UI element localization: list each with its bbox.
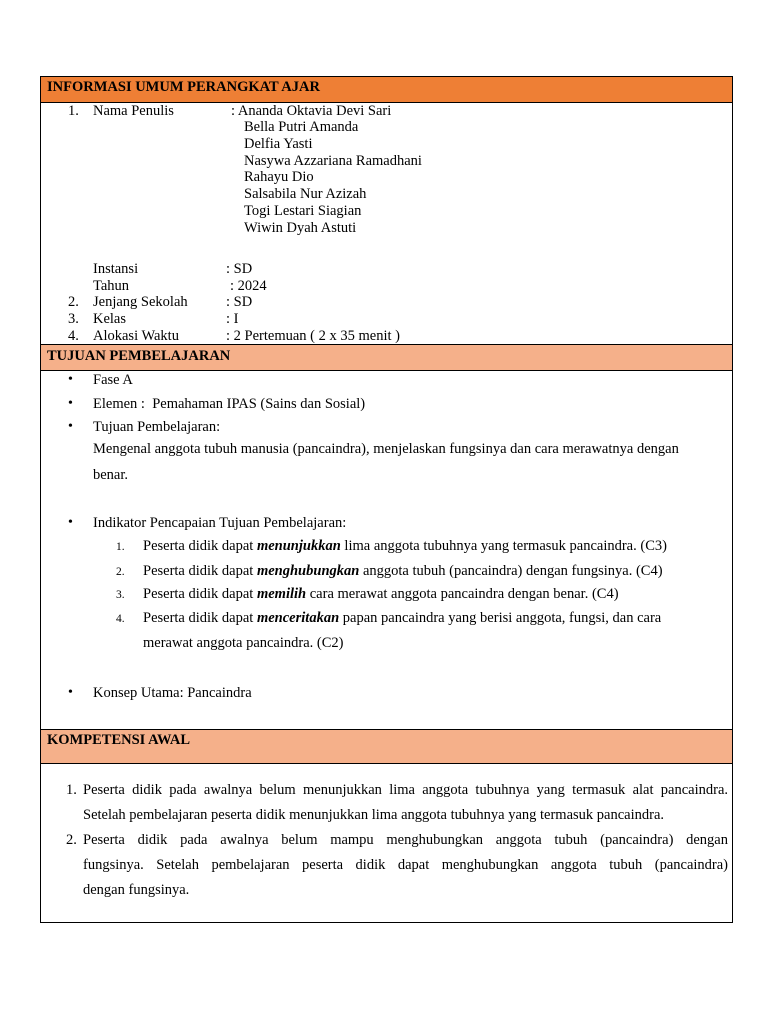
kompetensi-number: 2.: [66, 832, 77, 848]
tujuan-label: Tujuan Pembelajaran:: [93, 419, 221, 435]
tahun-label: Tahun: [93, 278, 130, 294]
section-header-tujuan: [41, 344, 732, 371]
indikator-item-cont: merawat anggota pancaindra. (C2): [143, 635, 344, 651]
indikator-verb: menghubungkan: [256, 563, 360, 579]
kelas-value: : I: [226, 311, 239, 327]
section-header-informasi-umum: [41, 77, 732, 103]
kompetensi-line: Peserta didik pada awalnya belum menunjukkan lima anggota tubuhnya yang termasuk alat pancaindra.: [83, 782, 728, 798]
jenjang-label: Jenjang Sekolah: [93, 294, 188, 310]
bullet: •: [68, 372, 73, 387]
indikator-number: 3.: [116, 589, 125, 601]
kelas-label: Kelas: [93, 311, 127, 327]
bullet: •: [68, 419, 73, 434]
nama-penulis-value: : Ananda Oktavia Devi Sari: [231, 103, 392, 119]
bullet: •: [68, 515, 73, 530]
section-title: KOMPETENSI AWAL: [47, 732, 191, 748]
indikator-number: 1.: [116, 541, 125, 553]
indikator-item: Peserta didik dapat menceritakan papan pancaindra yang berisi anggota, fungsi, dan cara: [143, 610, 662, 626]
instansi-value: : SD: [226, 261, 253, 277]
item-number: 1.: [68, 103, 79, 119]
indikator-item: Peserta didik dapat memilih cara merawat anggota pancaindra dengan benar. (C4): [143, 586, 619, 602]
item-number: 3.: [68, 311, 79, 327]
indikator-verb: menceritakan: [256, 610, 340, 626]
indikator-item: Peserta didik dapat menunjukkan lima anggota tubuhnya yang termasuk pancaindra. (C3): [143, 538, 667, 554]
fase-text: Fase A: [93, 372, 133, 388]
kompetensi-line: Setelah pembelajaran peserta didik menunjukkan lima anggota tubuhnya yang termasuk pancaindra.: [83, 807, 665, 823]
nama-penulis-label: Nama Penulis: [93, 103, 174, 119]
author-name: Rahayu Dio: [244, 169, 314, 185]
tujuan-text: Mengenal anggota tubuh manusia (pancaindra), menjelaskan fungsinya dan cara merawatnya dengan: [93, 441, 679, 457]
kompetensi-line: fungsinya. Setelah pembelajaran peserta didik dapat menghubungkan anggota tubuh (pancaindra): [83, 857, 728, 873]
section-header-kompetensi: [41, 729, 732, 764]
author-name: Delfia Yasti: [244, 136, 313, 152]
author-name: Wiwin Dyah Astuti: [244, 220, 357, 236]
author-name: Togi Lestari Siagian: [244, 203, 362, 219]
indikator-number: 2.: [116, 566, 125, 578]
section-title: TUJUAN PEMBELAJARAN: [47, 348, 231, 364]
kompetensi-number: 1.: [66, 782, 77, 798]
author-name: Salsabila Nur Azizah: [244, 186, 367, 202]
bullet: •: [68, 685, 73, 700]
konsep-text: Konsep Utama: Pancaindra: [93, 685, 252, 701]
indikator-verb: menunjukkan: [256, 538, 341, 554]
tahun-value: : 2024: [230, 278, 267, 294]
alokasi-label: Alokasi Waktu: [93, 328, 179, 344]
instansi-label: Instansi: [93, 261, 139, 277]
section-title: INFORMASI UMUM PERANGKAT AJAR: [47, 79, 320, 95]
author-name: Nasywa Azzariana Ramadhani: [244, 153, 422, 169]
author-name: Bella Putri Amanda: [244, 119, 359, 135]
elemen-text: Elemen : Pemahaman IPAS (Sains dan Sosial): [93, 396, 366, 412]
bullet: •: [68, 396, 73, 411]
indikator-number: 4.: [116, 613, 125, 625]
alokasi-value: : 2 Pertemuan ( 2 x 35 menit ): [226, 328, 400, 344]
item-number: 2.: [68, 294, 79, 310]
indikator-label: Indikator Pencapaian Tujuan Pembelajaran:: [93, 515, 347, 531]
item-number: 4.: [68, 328, 79, 344]
indikator-verb: memilih: [256, 586, 307, 602]
kompetensi-line: Peserta didik pada awalnya belum mampu menghubungkan anggota tubuh (pancaindra) dengan: [83, 832, 728, 848]
kompetensi-line: dengan fungsinya.: [83, 882, 190, 898]
tujuan-text-cont: benar.: [93, 467, 129, 483]
jenjang-value: : SD: [226, 294, 253, 310]
indikator-item: Peserta didik dapat menghubungkan anggota tubuh (pancaindra) dengan fungsinya. (C4): [143, 563, 663, 579]
